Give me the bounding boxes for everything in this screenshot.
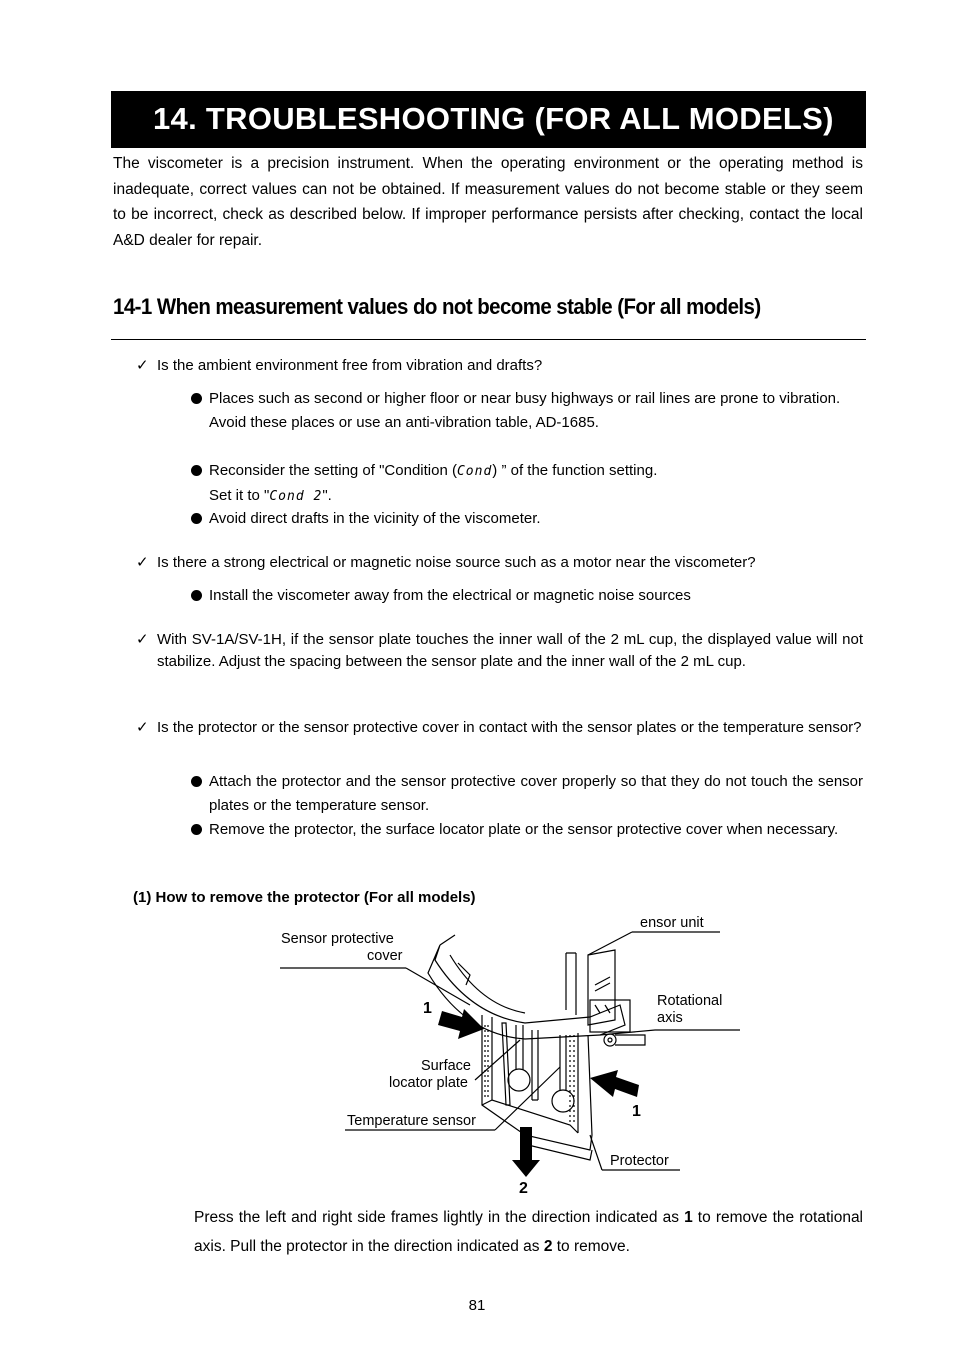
label-surface-locator: Surface [421,1058,471,1074]
protector-removal-diagram [270,905,750,1205]
label-sensor-cover: Sensor protective [281,931,394,947]
bullet-text: Attach the protector and the sensor protective cover properly so that they do not touch the sensor plates or the temperature sensor. [209,773,863,814]
lcd-code: Cond 2 [269,489,323,504]
bullet-icon [191,824,202,835]
page-number: 81 [468,1297,486,1314]
label-sensor-cover-line2: cover [367,948,403,964]
label-temperature-sensor: Temperature sensor [347,1113,476,1129]
checkmark-icon: ✓ [136,357,149,374]
bullet-text: Reconsider the setting of "Condition (Cond) ” of the function setting. [209,462,658,479]
checkmark-icon: ✓ [136,554,149,571]
section-divider [111,339,866,340]
bullet-item [191,459,863,509]
bullet-text: Install the viscometer away from the electrical or magnetic noise sources [209,587,691,604]
bullet-icon [191,590,202,601]
intro-paragraph: The viscometer is a precision instrument. When the operating environment or the operating method is inadequate, correct values can not be obtained. If measurement values do not become stable or they seem to be incorrect, check as described below. If improper performance persists after checking, contact the local A&D dealer for repair. [113,155,863,249]
arrow-label-1-right: 1 [632,1103,641,1120]
section-title: 14-1 When measurement values do not become stable (For all models) [113,294,761,319]
label-rotational-axis-line2: axis [657,1010,683,1026]
check-item [136,717,863,739]
label-surface-locator-line2: locator plate [389,1075,468,1091]
bullet-icon [191,465,202,476]
subheading: (1) How to remove the protector (For all models) [133,889,476,906]
checkmark-icon: ✓ [136,719,149,736]
check-item [136,629,863,672]
check-text: Is the ambient environment free from vibration and drafts? [157,357,543,374]
bullet-text: Avoid direct drafts in the vicinity of the viscometer. [209,510,541,527]
bullet-text: Places such as second or higher floor or near busy highways or rail lines are prone to vibration. [209,390,841,407]
bullet-item [191,584,863,608]
bullet-icon [191,513,202,524]
chapter-title: 14. TROUBLESHOOTING (FOR ALL MODELS) [153,101,834,136]
checkmark-icon: ✓ [136,631,149,648]
arrow-label-2: 2 [519,1180,528,1197]
bullet-item [191,507,863,531]
bullet-icon [191,393,202,404]
check-text: With SV-1A/SV-1H, if the sensor plate touches the inner wall of the 2 mL cup, the displayed value will not stabilize. Adjust the spacing between the sensor plate and the inner wall of the 2 mL cup. [157,631,863,670]
label-rotational-axis: Rotational [657,993,723,1009]
check-item [136,552,863,574]
arrow-label-1-left: 1 [423,1000,432,1017]
bullet-item [191,387,863,435]
bullet-item [191,818,863,842]
bullet-item [191,770,863,818]
bullet-continuation: Set it to "Cond 2". [209,487,332,504]
lcd-code: Cond [456,464,493,479]
diagram-caption: Press the left and right side frames lightly in the direction indicated as 1 to remove the rotational axis. Pull the protector in the direction indicated as 2 to remove. [194,1209,864,1255]
label-sensor-unit: ensor unit [640,915,704,931]
bullet-continuation: Avoid these places or use an anti-vibration table, AD-1685. [209,414,599,431]
chapter-title-bar [111,91,866,148]
check-text: Is the protector or the sensor protective cover in contact with the sensor plates or the temperature sensor? [157,719,862,736]
protector-illustration [270,905,750,1205]
label-protector: Protector [610,1153,669,1169]
check-text: Is there a strong electrical or magnetic noise source such as a motor near the viscometer? [157,554,756,571]
bullet-icon [191,776,202,787]
bullet-text: Remove the protector, the surface locator plate or the sensor protective cover when necessary. [209,821,839,838]
check-item [136,355,863,377]
